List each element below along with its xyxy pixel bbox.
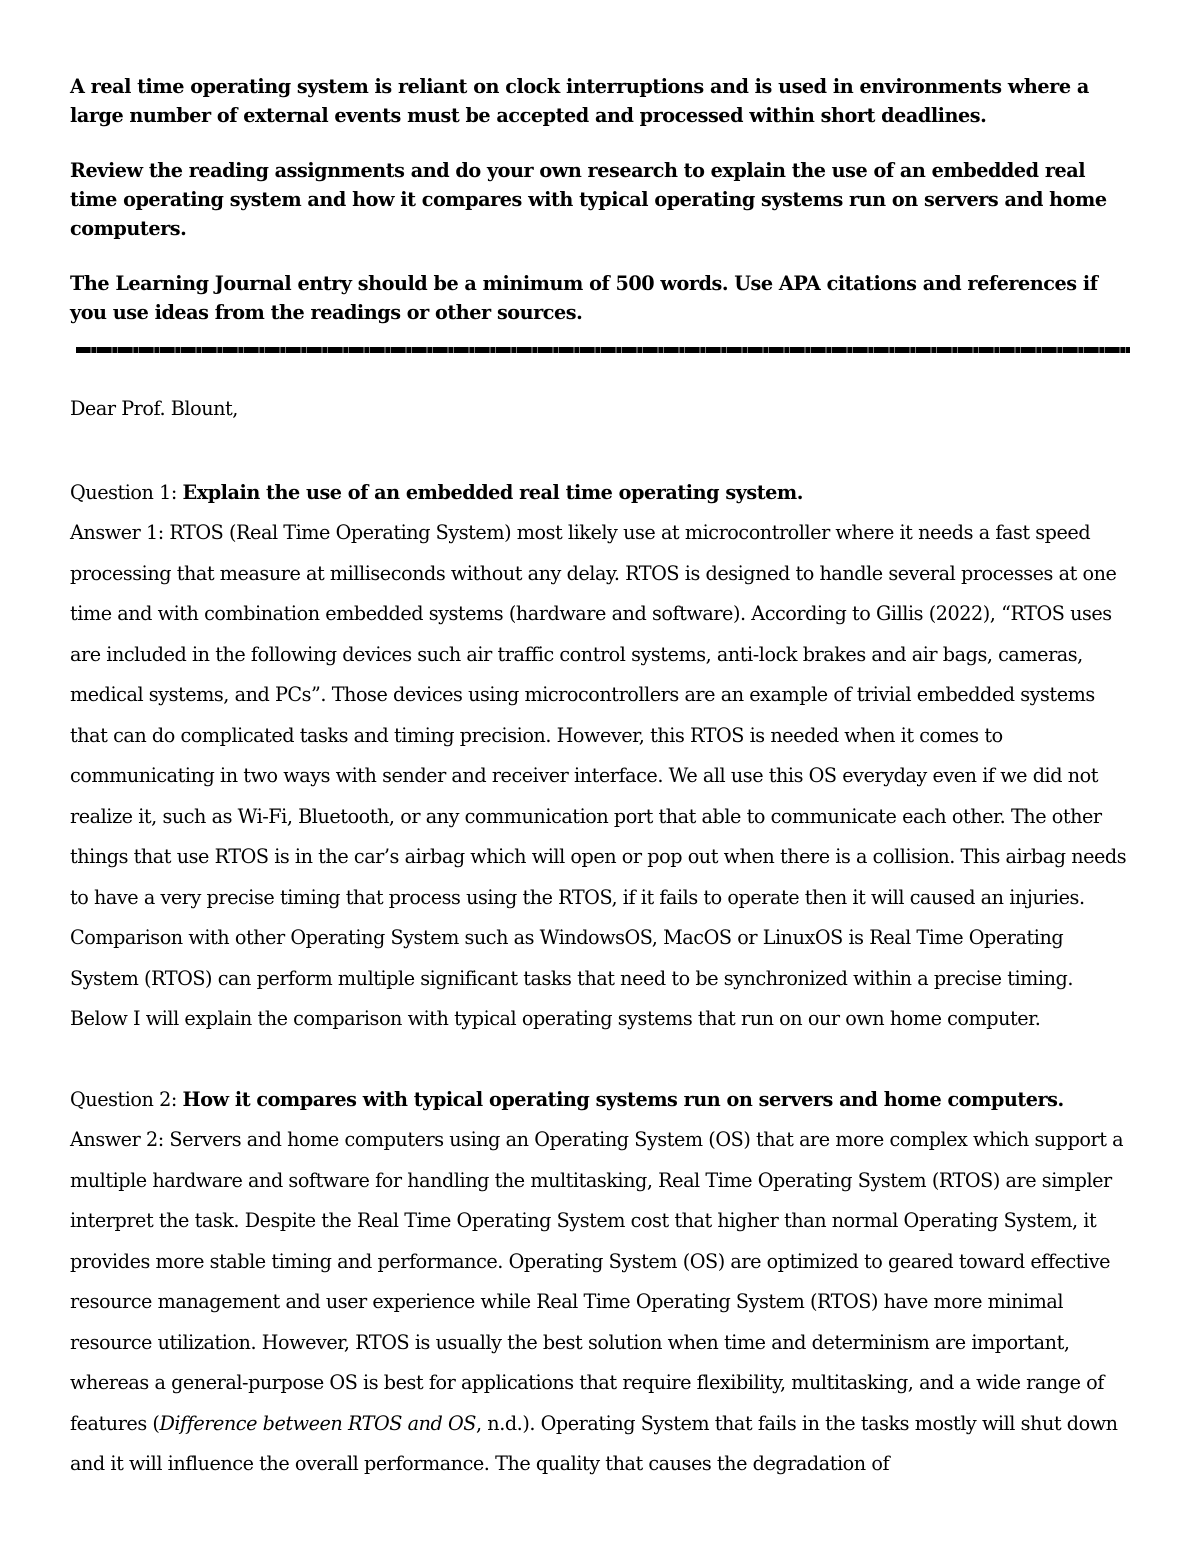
assignment-prompt — [70, 72, 1130, 327]
answer-1-text: Answer 1: RTOS (Real Time Operating System) most likely use at microcontroller where it needs a fast speed processing that measure at milliseconds without any delay. RTOS is designed to handle several processes at one time and with combination embedded systems (hardware and software). According to Gillis (2022), “RTOS uses are included in the following devices such air traffic control systems, anti-lock brakes and air bags, cameras, medical systems, and PCs”. Those devices using microcontrollers are an example of trivial embedded systems that can do complicated tasks and timing precision. However, this RTOS is needed when it comes to communicating in two ways with sender and receiver interface. We all use this OS everyday even if we did not realize it, such as Wi-Fi, Bluetooth, or any communication port that able to communicate each other. The other things that use RTOS is in the car’s airbag which will open or pop out when there is a collision. This airbag needs to have a very precise timing that process using the RTOS, if it fails to operate then it will caused an injuries. Comparison with other Operating System such as WindowsOS, MacOS or LinuxOS is Real Time Operating System (RTOS) can perform multiple significant tasks that need to be synchronized within a precise timing. Below I will explain the comparison with typical operating systems that run on our own home computer. — [70, 521, 1127, 1030]
question-1-title: Explain the use of an embedded real time operating system. — [182, 480, 803, 504]
prompt-paragraph-2: Review the reading assignments and do your own research to explain the use of an embedded real time operating system and how it compares with typical operating systems run on servers and home computers. — [70, 159, 1107, 240]
section-divider — [70, 347, 1130, 353]
question-1-heading — [70, 473, 1130, 514]
answer-2-part-1: Answer 2: Servers and home computers using an Operating System (OS) that are more complex which support a multiple hardware and software for handling the multitasking, Real Time Operating System (RTOS) are simpler interpret the task. Despite the Real Time Operating System cost that higher than normal Operating System, it provides more stable timing and performance. Operating System (OS) are optimized to geared toward effective resource management and user experience while Real Time Operating System (RTOS) have more minimal resource utilization. However, RTOS is usually the best solution when time and determinism are important, whereas a general-purpose OS is best for applications that require flexibility, multitasking, and a wide range of features ( — [70, 1128, 1124, 1435]
greeting: Dear Prof. Blount, — [70, 397, 238, 420]
question-2-heading — [70, 1080, 1130, 1121]
question-1-prefix: Question 1: — [70, 480, 183, 504]
answer-2-text — [70, 1120, 1130, 1485]
prompt-paragraph-1: A real time operating system is reliant on clock interruptions and is used in environments where a large number of external events must be accepted and processed within short deadlines. — [70, 75, 1089, 127]
prompt-paragraph-3: The Learning Journal entry should be a minimum of 500 words. Use APA citations and references if you use ideas from the readings or other sources. — [70, 272, 1098, 324]
question-2-title: How it compares with typical operating systems run on servers and home computers. — [182, 1087, 1064, 1111]
question-1-section — [70, 473, 1130, 1040]
question-2-prefix: Question 2: — [70, 1087, 183, 1111]
question-2-section — [70, 1080, 1130, 1485]
answer-2-citation-title: Difference between RTOS and OS — [159, 1411, 476, 1435]
answer-2-part-2: , n.d.). Operating System that fails in the tasks mostly will shut down and it will influence the overall performance. The quality that causes the degradation of — [70, 1411, 1118, 1475]
